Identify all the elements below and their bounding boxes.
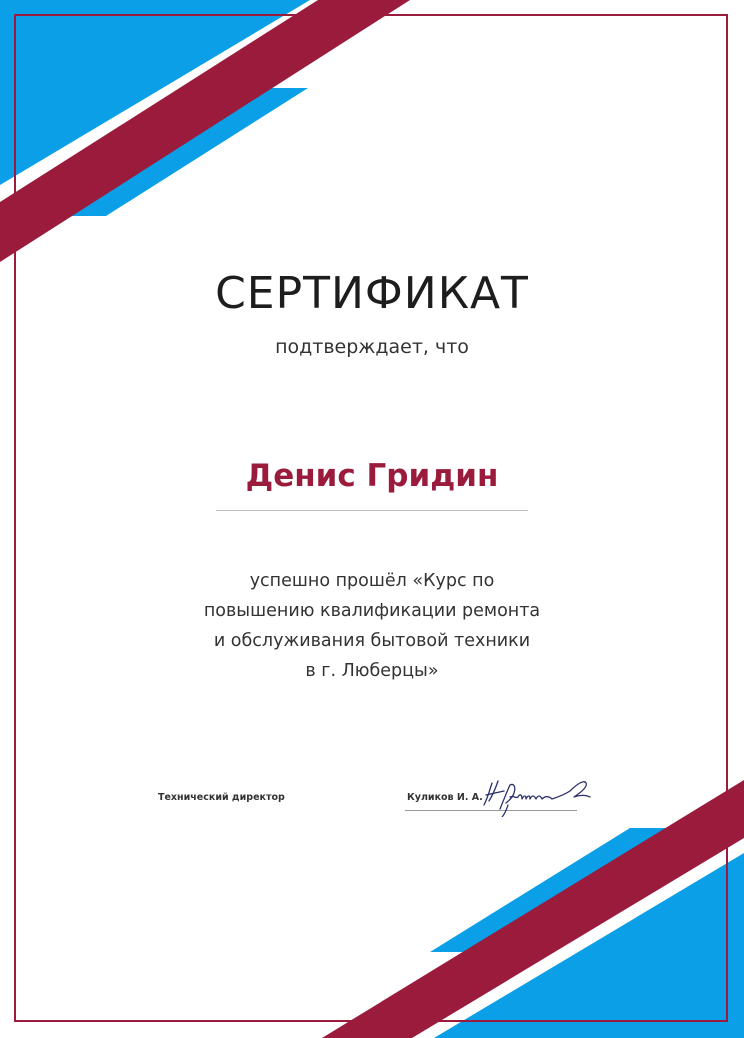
certificate-border	[14, 14, 728, 1022]
course-description-line: успешно прошёл «Курс по	[249, 571, 495, 591]
course-description-line: и обслуживания бытовой техники	[213, 631, 531, 651]
signer-role: Технический директор	[158, 792, 285, 803]
course-description-line: повышению квалификации ремонта	[203, 601, 541, 621]
course-description-line: в г. Люберцы»	[305, 661, 439, 681]
signer-name: Куликов И. А.	[407, 792, 483, 803]
name-underline	[216, 510, 528, 511]
course-description	[172, 566, 572, 686]
certificate-subtitle: подтверждает, что	[275, 336, 469, 358]
certificate-title: СЕРТИФИКАТ	[215, 268, 529, 319]
recipient-name: Денис Гридин	[245, 458, 499, 494]
handwritten-signature	[480, 775, 595, 817]
